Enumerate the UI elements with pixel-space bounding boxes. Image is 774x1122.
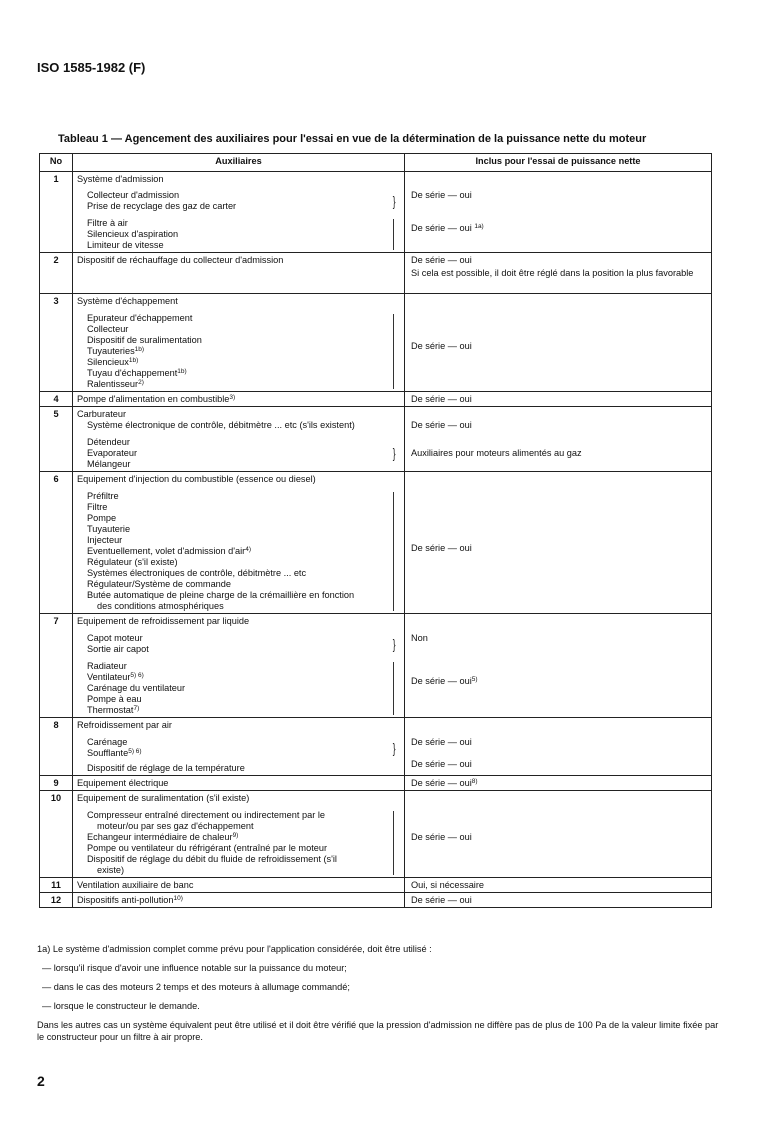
row-number: 7 — [40, 614, 73, 718]
inclusion-cell — [405, 791, 712, 878]
item: Collecteur d'admission — [87, 190, 180, 200]
item: Filtre à air — [87, 218, 128, 228]
inclusion-cell — [405, 253, 712, 294]
item: Soufflante$^{5) 6)}$ — [87, 748, 142, 758]
row-title: Pompe d'alimentation en combustible$^{3)}$ — [77, 394, 236, 404]
item: Pompe — [87, 513, 117, 523]
item: Injecteur — [87, 535, 123, 545]
footnote-dash-item: — dans le cas des moteurs 2 temps et des moteurs à allumage commandé; — [42, 982, 350, 992]
item: Tuyauterie — [87, 524, 131, 534]
value: De série — oui — [411, 341, 472, 351]
item: Mélangeur — [87, 459, 131, 469]
row-number: 4 — [40, 392, 73, 407]
item: Limiteur de vitesse — [87, 240, 164, 250]
row-number: 3 — [40, 294, 73, 392]
auxiliary-cell — [73, 407, 405, 472]
item: Compresseur entraîné directement ou indirectement par le — [87, 810, 325, 820]
table-row — [40, 172, 712, 253]
value: Auxiliaires pour moteurs alimentés au gaz — [411, 448, 582, 458]
item: Thermostat$^{7)}$ — [87, 705, 140, 715]
item: moteur/ou par ses gaz d'échappement — [97, 821, 254, 831]
footnotes — [37, 943, 727, 1050]
row-title: Ventilation auxiliaire de banc — [77, 880, 194, 890]
value: Non — [411, 633, 428, 643]
auxiliary-cell — [73, 776, 405, 791]
auxiliary-cell — [73, 614, 405, 718]
table-row — [40, 253, 712, 294]
value: De série — oui$^{8)}$ — [411, 778, 478, 788]
inclusion-cell — [405, 776, 712, 791]
item: Pompe ou ventilateur du réfrigérant (entraîné par le moteur — [87, 843, 328, 853]
table-header-row — [40, 154, 712, 172]
row-title: Equipement de refroidissement par liquide — [77, 616, 250, 626]
item: Filtre — [87, 502, 108, 512]
row-number: 12 — [40, 893, 73, 908]
table-row — [40, 294, 712, 392]
value: De série — oui — [411, 394, 472, 404]
auxiliaries-table — [39, 153, 712, 908]
value: De série — oui$^{5)}$ — [411, 676, 478, 686]
inclusion-cell — [405, 392, 712, 407]
col-header-inclus: Inclus pour l'essai de puissance nette — [405, 154, 712, 172]
footnote-1a: 1a) Le système d'admission complet comme prévu pour l'application considérée, doit être utilisé : — [37, 944, 432, 954]
row-number: 11 — [40, 878, 73, 893]
bracket-line — [391, 662, 394, 715]
value: De série — oui — [411, 420, 472, 430]
inclusion-cell — [405, 172, 712, 253]
table-caption: Tableau 1 — Agencement des auxiliaires pour l'essai en vue de la détermination de la puissance nette du moteur — [58, 133, 647, 145]
row-title: Equipement d'injection du combustible (essence ou diesel) — [77, 474, 316, 484]
auxiliary-cell — [73, 472, 405, 614]
item: Silencieux d'aspiration — [87, 229, 179, 239]
row-number: 6 — [40, 472, 73, 614]
item: Silencieux$^{1b)}$ — [87, 357, 139, 367]
item: des conditions atmosphériques — [97, 601, 224, 611]
item: Butée automatique de pleine charge de la crémaillière en fonction — [87, 590, 355, 600]
row-number: 8 — [40, 718, 73, 776]
item: Evaporateur — [87, 448, 138, 458]
table-row — [40, 407, 712, 472]
inclusion-cell — [405, 294, 712, 392]
brace-icon: } — [393, 192, 396, 209]
table-row — [40, 776, 712, 791]
item: Dispositif de suralimentation — [87, 335, 202, 345]
footnote-dash-item: — lorsque le constructeur le demande. — [42, 1001, 200, 1011]
brace-icon: } — [393, 635, 396, 652]
item: Régulateur/Système de commande — [87, 579, 232, 589]
table-row — [40, 893, 712, 908]
item: Tuyau d'échappement$^{1b)}$ — [87, 368, 187, 378]
row-number: 5 — [40, 407, 73, 472]
item: Régulateur (s'il existe) — [87, 557, 178, 567]
auxiliary-cell — [73, 893, 405, 908]
inclusion-cell — [405, 718, 712, 776]
value: De série — oui — [411, 895, 472, 905]
brace-icon: } — [393, 739, 396, 756]
item: Echangeur intermédiaire de chaleur$^{9)}$ — [87, 832, 239, 842]
table-row — [40, 791, 712, 878]
item: Eventuellement, volet d'admission d'air$^{4)}$ — [87, 546, 252, 556]
item: Pompe à eau — [87, 694, 142, 704]
row-number: 9 — [40, 776, 73, 791]
auxiliary-cell — [73, 172, 405, 253]
table-row — [40, 614, 712, 718]
row-number: 1 — [40, 172, 73, 253]
item: Préfiltre — [87, 491, 119, 501]
row-number: 10 — [40, 791, 73, 878]
value: De série — oui $^{1a)}$ — [411, 223, 484, 233]
row-title: Système d'échappement — [77, 296, 178, 306]
item: Capot moteur — [87, 633, 143, 643]
item: Carénage du ventilateur — [87, 683, 186, 693]
table-row — [40, 718, 712, 776]
value: De série — oui — [411, 737, 472, 747]
col-header-no: No — [40, 154, 73, 172]
row-title: Refroidissement par air — [77, 720, 172, 730]
footnote-dash-item: — lorsqu'il risque d'avoir une influence notable sur la puissance du moteur; — [42, 963, 347, 973]
table-row — [40, 392, 712, 407]
inclusion-cell — [405, 878, 712, 893]
row-title: Carburateur — [77, 409, 127, 419]
item: Détendeur — [87, 437, 130, 447]
row-title: Equipement de suralimentation (s'il existe) — [77, 793, 250, 803]
value: De série — oui — [411, 832, 472, 842]
auxiliary-cell — [73, 878, 405, 893]
item: Radiateur — [87, 661, 127, 671]
item: Sortie air capot — [87, 644, 149, 654]
auxiliary-cell — [73, 294, 405, 392]
row-title: Dispositifs anti-pollution$^{10)}$ — [77, 895, 183, 905]
inclusion-cell — [405, 472, 712, 614]
bracket-line — [391, 811, 394, 875]
auxiliary-cell — [73, 718, 405, 776]
brace-icon: } — [393, 445, 396, 461]
row-title: Equipement électrique — [77, 778, 169, 788]
footnote-paragraph: Dans les autres cas un système équivalent peut être utilisé et il doit être vérifié que la pression d'admission ne diffère pas de plus de 100 Pa de la valeur limite fixée par le constructeur pour un filtre à air propre. — [37, 1020, 719, 1042]
item: Collecteur — [87, 324, 129, 334]
item: Dispositif de réglage du débit du fluide de refroidissement (s'il — [87, 854, 337, 864]
value: De série — oui — [411, 543, 472, 553]
document-header: ISO 1585-1982 (F) — [37, 60, 146, 75]
value: De série — oui — [411, 759, 472, 769]
item: Tuyauteries$^{1b)}$ — [87, 346, 145, 356]
auxiliary-cell — [73, 253, 405, 294]
inclusion-cell — [405, 893, 712, 908]
value: De série — oui — [411, 255, 472, 265]
inclusion-cell — [405, 407, 712, 472]
bracket-line — [391, 314, 394, 389]
col-header-auxiliaires: Auxiliaires — [73, 154, 405, 172]
item: Epurateur d'échappement — [87, 313, 193, 323]
auxiliary-cell — [73, 791, 405, 878]
item: Carénage — [87, 737, 128, 747]
item: Prise de recyclage des gaz de carter — [87, 201, 237, 211]
item: Dispositif de réglage de la température — [87, 763, 245, 773]
item: Système électronique de contrôle, débitmètre ... etc (s'ils existent) — [87, 420, 355, 430]
bracket-line — [391, 492, 394, 611]
row-number: 2 — [40, 253, 73, 294]
auxiliary-cell — [73, 392, 405, 407]
value: De série — oui — [411, 190, 472, 200]
row-title: Système d'admission — [77, 174, 164, 184]
page-number: 2 — [37, 1073, 45, 1089]
item: Ralentisseur$^{2)}$ — [87, 379, 144, 389]
table-row — [40, 878, 712, 893]
inclusion-cell — [405, 614, 712, 718]
item: existe) — [97, 865, 125, 875]
bracket-line — [391, 219, 394, 250]
value: Oui, si nécessaire — [411, 880, 485, 890]
table-row — [40, 472, 712, 614]
item: Ventilateur$^{5) 6)}$ — [87, 672, 144, 682]
value-note: Si cela est possible, il doit être réglé dans la position la plus favorable — [411, 268, 694, 278]
item: Systèmes électroniques de contrôle, débitmètre ... etc — [87, 568, 307, 578]
row-title: Dispositif de réchauffage du collecteur d'admission — [77, 255, 284, 265]
